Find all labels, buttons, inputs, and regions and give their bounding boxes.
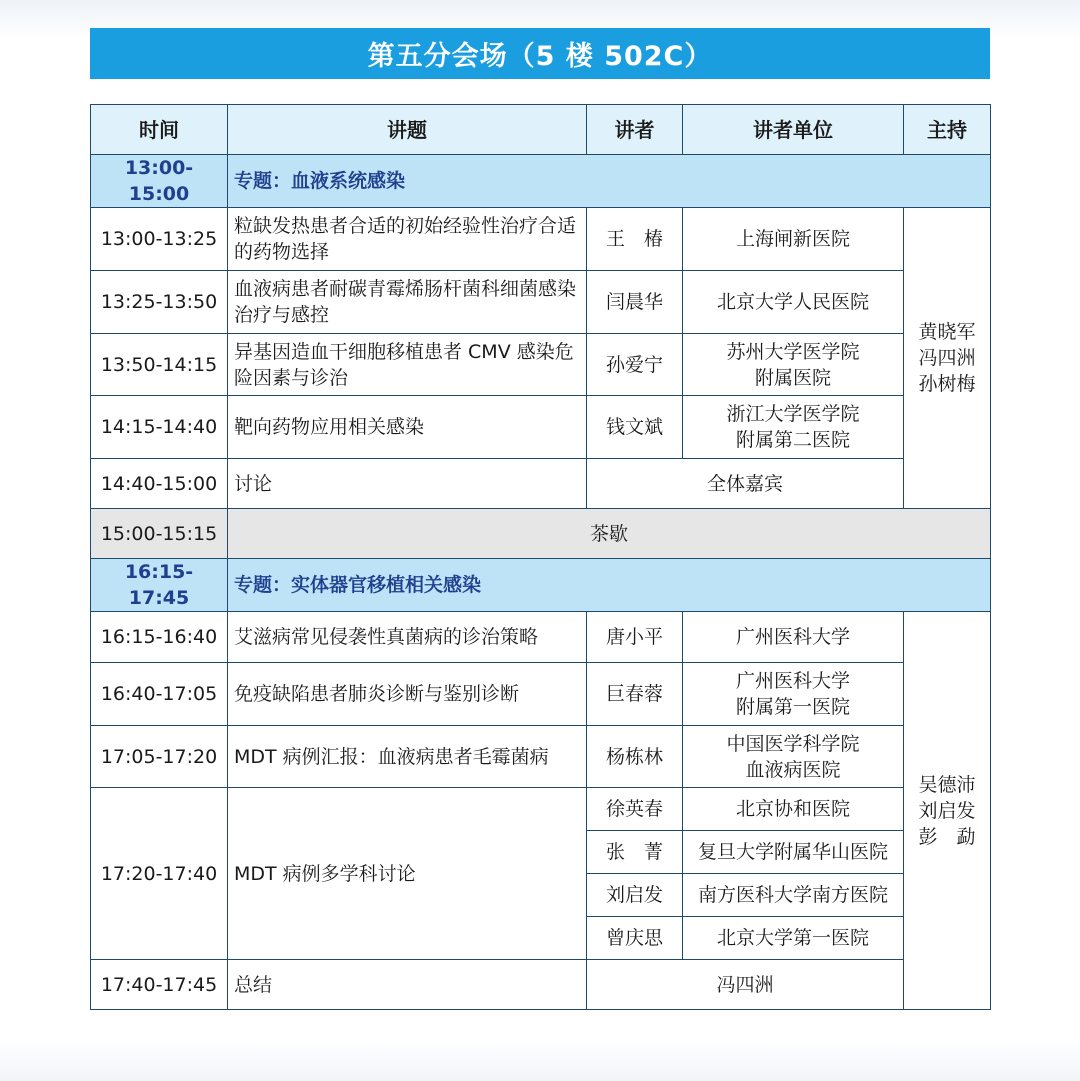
host-name: 孙树梅 bbox=[918, 373, 976, 395]
host-name: 吴德沛 bbox=[918, 773, 976, 796]
row-speaker: 巨春蓉 bbox=[587, 663, 683, 726]
unit-line: 附属第二医院 bbox=[735, 429, 850, 451]
row-speaker: 刘启发 bbox=[587, 874, 683, 917]
row-unit: 上海闸新医院 bbox=[683, 208, 904, 271]
unit-line: 附属第一医院 bbox=[735, 696, 850, 718]
row-topic: 讨论 bbox=[228, 459, 587, 509]
row-unit bbox=[683, 663, 904, 726]
row-unit: 北京大学人民医院 bbox=[683, 271, 904, 334]
row-speaker: 曾庆思 bbox=[587, 917, 683, 960]
unit-line: 附属医院 bbox=[754, 366, 831, 389]
row-time: 14:40-15:00 bbox=[91, 459, 228, 509]
unit-line: 苏州大学医学院 bbox=[726, 340, 860, 363]
header-time: 时间 bbox=[91, 105, 228, 155]
row-topic: MDT 病例汇报：血液病患者毛霉菌病 bbox=[228, 726, 587, 788]
host-name: 彭 勐 bbox=[918, 825, 976, 848]
row-unit bbox=[683, 726, 904, 788]
row-topic: MDT 病例多学科讨论 bbox=[228, 788, 587, 960]
table-row bbox=[91, 788, 991, 831]
row-speaker: 杨栋林 bbox=[587, 726, 683, 788]
row-time: 16:40-17:05 bbox=[91, 663, 228, 726]
table-row bbox=[91, 663, 991, 726]
unit-line: 中国医学科学院 bbox=[726, 732, 860, 755]
row-unit bbox=[683, 396, 904, 459]
section-topic: 专题：实体器官移植相关感染 bbox=[228, 559, 991, 612]
unit-line: 广州医科大学 bbox=[735, 670, 850, 692]
row-topic: 总结 bbox=[228, 960, 587, 1010]
section-row bbox=[91, 155, 991, 208]
row-speaker: 孙爱宁 bbox=[587, 334, 683, 396]
section2-hosts bbox=[904, 612, 991, 1010]
row-unit: 广州医科大学 bbox=[683, 612, 904, 663]
row-speaker: 徐英春 bbox=[587, 788, 683, 831]
session-title-banner: 第五分会场（5 楼 502C） bbox=[90, 28, 990, 79]
row-time: 17:05-17:20 bbox=[91, 726, 228, 788]
row-unit bbox=[683, 334, 904, 396]
row-topic: 靶向药物应用相关感染 bbox=[228, 396, 587, 459]
row-time: 16:15-16:40 bbox=[91, 612, 228, 663]
row-time: 13:00-13:25 bbox=[91, 208, 228, 271]
row-unit: 北京协和医院 bbox=[683, 788, 904, 831]
section-time: 13:00-15:00 bbox=[91, 155, 228, 208]
table-row bbox=[91, 271, 991, 334]
row-speaker: 闫晨华 bbox=[587, 271, 683, 334]
section-time: 16:15-17:45 bbox=[91, 559, 228, 612]
row-speaker: 张 菁 bbox=[587, 831, 683, 874]
row-time: 14:15-14:40 bbox=[91, 396, 228, 459]
section-topic: 专题：血液系统感染 bbox=[228, 155, 991, 208]
header-topic: 讲题 bbox=[228, 105, 587, 155]
table-row bbox=[91, 960, 991, 1010]
row-time: 17:40-17:45 bbox=[91, 960, 228, 1010]
unit-line: 血液病医院 bbox=[745, 758, 841, 781]
header-host: 主持 bbox=[904, 105, 991, 155]
row-topic: 艾滋病常见侵袭性真菌病的诊治策略 bbox=[228, 612, 587, 663]
schedule-table bbox=[90, 104, 991, 1010]
row-speaker: 王 椿 bbox=[587, 208, 683, 271]
row-topic: 免疫缺陷患者肺炎诊断与鉴别诊断 bbox=[228, 663, 587, 726]
table-row bbox=[91, 726, 991, 788]
row-speaker: 钱文斌 bbox=[587, 396, 683, 459]
row-topic: 粒缺发热患者合适的初始经验性治疗合适的药物选择 bbox=[228, 208, 587, 271]
row-speaker: 唐小平 bbox=[587, 612, 683, 663]
row-unit: 南方医科大学南方医院 bbox=[683, 874, 904, 917]
table-row bbox=[91, 612, 991, 663]
table-row bbox=[91, 334, 991, 396]
row-time: 13:25-13:50 bbox=[91, 271, 228, 334]
table-row bbox=[91, 208, 991, 271]
break-time: 15:00-15:15 bbox=[91, 509, 228, 559]
header-unit: 讲者单位 bbox=[683, 105, 904, 155]
row-topic: 血液病患者耐碳青霉烯肠杆菌科细菌感染治疗与感控 bbox=[228, 271, 587, 334]
row-unit: 北京大学第一医院 bbox=[683, 917, 904, 960]
section1-hosts bbox=[904, 208, 991, 509]
table-row bbox=[91, 396, 991, 459]
host-name: 刘启发 bbox=[918, 799, 976, 822]
break-row bbox=[91, 509, 991, 559]
row-topic: 异基因造血干细胞移植患者 CMV 感染危险因素与诊治 bbox=[228, 334, 587, 396]
unit-line: 浙江大学医学院 bbox=[726, 403, 860, 425]
row-unit: 复旦大学附属华山医院 bbox=[683, 831, 904, 874]
row-speaker-unit: 冯四洲 bbox=[587, 960, 904, 1010]
row-time: 17:20-17:40 bbox=[91, 788, 228, 960]
host-name: 黄晓军 bbox=[918, 321, 976, 343]
section-row bbox=[91, 559, 991, 612]
row-time: 13:50-14:15 bbox=[91, 334, 228, 396]
header-row bbox=[91, 105, 991, 155]
header-speaker: 讲者 bbox=[587, 105, 683, 155]
row-speaker-unit: 全体嘉宾 bbox=[587, 459, 904, 509]
table-row bbox=[91, 459, 991, 509]
break-label: 茶歇 bbox=[228, 509, 991, 559]
host-name: 冯四洲 bbox=[918, 347, 976, 369]
